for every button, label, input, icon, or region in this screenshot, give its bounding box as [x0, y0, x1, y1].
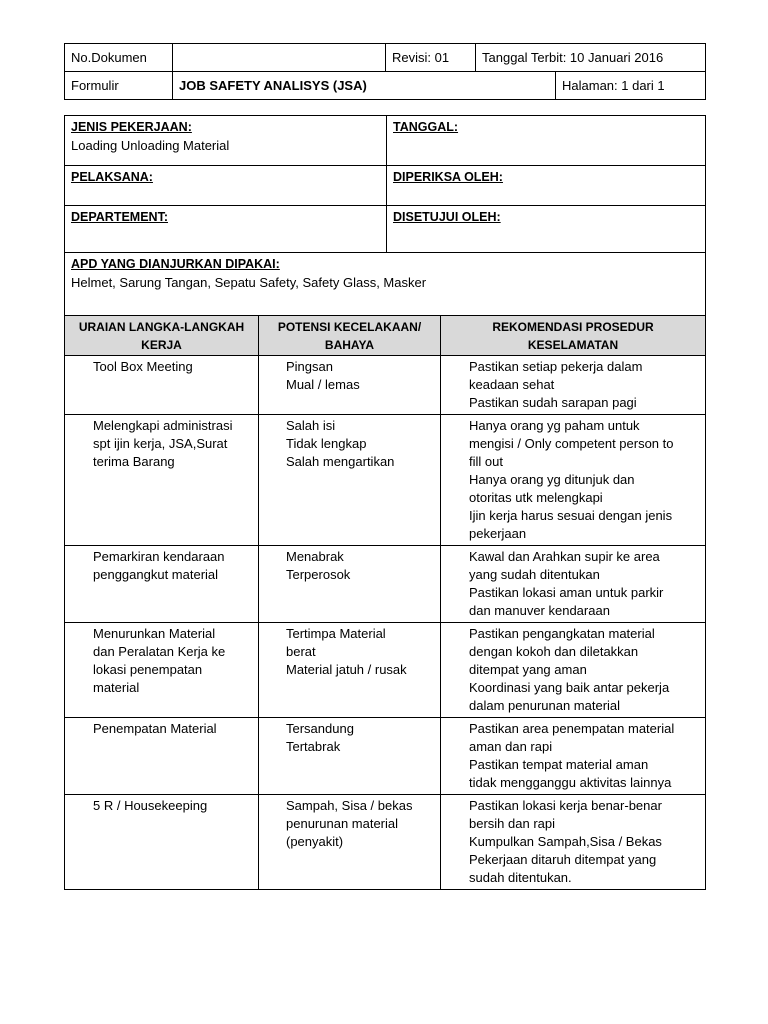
- header-uraian-line: KERJA: [141, 337, 182, 352]
- hazard-cell: [259, 795, 441, 890]
- no-dokumen-label: No.Dokumen: [65, 44, 173, 72]
- recommendation-line: bersih dan rapi: [469, 816, 555, 831]
- departement-cell: [65, 206, 387, 253]
- recommendation-line: dan manuver kendaraan: [469, 603, 610, 618]
- hazard-line: Mual / lemas: [286, 377, 360, 392]
- step-line: spt ijin kerja, JSA,Surat: [93, 436, 228, 451]
- departement-label: DEPARTEMENT:: [71, 210, 168, 224]
- hazard-line: Menabrak: [286, 549, 344, 564]
- hazard-cell: [259, 415, 441, 546]
- table-row: [65, 415, 706, 546]
- recommendation-cell: [441, 795, 706, 890]
- hazard-line: Sampah, Sisa / bekas: [286, 798, 413, 813]
- recommendation-line: Ijin kerja harus sesuai dengan jenis: [469, 508, 673, 523]
- no-dokumen-value: [173, 44, 386, 72]
- header-rekomendasi-line: KESELAMATAN: [527, 337, 619, 352]
- step-line: lokasi penempatan: [93, 662, 203, 677]
- hazard-line: Salah mengartikan: [286, 454, 395, 469]
- recommendation-line: aman dan rapi: [469, 739, 553, 754]
- recommendation-line: tidak mengganggu aktivitas lainnya: [469, 775, 672, 790]
- recommendation-cell: [441, 356, 706, 415]
- table-row: [65, 795, 706, 890]
- recommendation-cell: [441, 415, 706, 546]
- step-cell: [65, 795, 259, 890]
- step-line: dan Peralatan Kerja ke: [93, 644, 226, 659]
- apd-value: Helmet, Sarung Tangan, Sepatu Safety, Safety Glass, Masker: [71, 275, 427, 290]
- jenis-pekerjaan-label: JENIS PEKERJAAN:: [71, 120, 192, 134]
- hazard-line: Salah isi: [286, 418, 336, 433]
- header-uraian-line: URAIAN LANGKA-LANGKAH: [78, 319, 245, 334]
- step-line: material: [93, 680, 140, 695]
- step-line: terima Barang: [93, 454, 175, 469]
- recommendation-line: otoritas utk melengkapi: [469, 490, 603, 505]
- apd-cell: [65, 253, 706, 317]
- diperiksa-label: DIPERIKSA OLEH:: [393, 170, 503, 184]
- recommendation-cell: [441, 623, 706, 718]
- step-line: penggangkut material: [93, 567, 219, 582]
- disetujui-cell: [387, 206, 706, 253]
- job-info-table: [64, 115, 706, 317]
- header-rekomendasi-line: REKOMENDASI PROSEDUR: [492, 319, 654, 334]
- diperiksa-cell: [387, 166, 706, 206]
- disetujui-label: DISETUJUI OLEH:: [393, 210, 501, 224]
- recommendation-line: Pastikan setiap pekerja dalam: [469, 359, 643, 374]
- header-potensi: [259, 316, 441, 356]
- jenis-pekerjaan-cell: [65, 116, 387, 166]
- hazard-cell: [259, 546, 441, 623]
- step-cell: [65, 623, 259, 718]
- recommendation-line: dengan kokoh dan diletakkan: [469, 644, 639, 659]
- jsa-steps-table: [64, 315, 706, 890]
- hazard-line: Tersandung: [286, 721, 354, 736]
- pelaksana-cell: [65, 166, 387, 206]
- step-cell: [65, 415, 259, 546]
- hazard-line: berat: [286, 644, 316, 659]
- revisi-cell: Revisi: 01: [386, 44, 476, 72]
- hazard-line: Material jatuh / rusak: [286, 662, 407, 677]
- recommendation-line: Hanya orang yg paham untuk: [469, 418, 640, 433]
- header-potensi-line: BAHAYA: [324, 337, 375, 352]
- recommendation-line: Koordinasi yang baik antar pekerja: [469, 680, 670, 695]
- hazard-line: Pingsan: [286, 359, 333, 374]
- step-line: Tool Box Meeting: [93, 359, 193, 374]
- recommendation-line: Pastikan sudah sarapan pagi: [469, 395, 637, 410]
- recommendation-line: pekerjaan: [469, 526, 527, 541]
- hazard-cell: [259, 356, 441, 415]
- jenis-pekerjaan-value: Loading Unloading Material: [71, 138, 230, 153]
- step-cell: [65, 718, 259, 795]
- document-header-table: [64, 43, 706, 100]
- hazard-line: (penyakit): [286, 834, 344, 849]
- tanggal-terbit-cell: Tanggal Terbit: 10 Januari 2016: [476, 44, 706, 72]
- recommendation-line: dalam penurunan material: [469, 698, 621, 713]
- formulir-label: Formulir: [65, 72, 173, 100]
- step-line: Melengkapi administrasi: [93, 418, 233, 433]
- table-row: [65, 718, 706, 795]
- recommendation-line: ditempat yang aman: [469, 662, 587, 677]
- hazard-line: Tertimpa Material: [286, 626, 386, 641]
- hazard-line: Tidak lengkap: [286, 436, 367, 451]
- table-row: [65, 623, 706, 718]
- header-uraian: [65, 316, 259, 356]
- header-potensi-line: POTENSI KECELAKAAN/: [277, 319, 422, 334]
- table-row: [65, 356, 706, 415]
- recommendation-line: Kawal dan Arahkan supir ke area: [469, 549, 660, 564]
- recommendation-line: fill out: [469, 454, 503, 469]
- recommendation-line: Pekerjaan ditaruh ditempat yang: [469, 852, 657, 867]
- recommendation-line: yang sudah ditentukan: [469, 567, 600, 582]
- recommendation-cell: [441, 546, 706, 623]
- table-row: [65, 546, 706, 623]
- tanggal-cell: [387, 116, 706, 166]
- recommendation-line: Hanya orang yg ditunjuk dan: [469, 472, 635, 487]
- recommendation-line: Kumpulkan Sampah,Sisa / Bekas: [469, 834, 662, 849]
- hazard-line: Tertabrak: [286, 739, 341, 754]
- hazard-line: penurunan material: [286, 816, 399, 831]
- hazard-line: Terperosok: [286, 567, 351, 582]
- recommendation-line: sudah ditentukan.: [469, 870, 572, 885]
- step-line: 5 R / Housekeeping: [93, 798, 208, 813]
- recommendation-line: Pastikan area penempatan material: [469, 721, 675, 736]
- recommendation-line: Pastikan lokasi kerja benar-benar: [469, 798, 662, 813]
- recommendation-cell: [441, 718, 706, 795]
- halaman-cell: Halaman: 1 dari 1: [556, 72, 706, 100]
- step-line: Penempatan Material: [93, 721, 217, 736]
- recommendation-line: Pastikan tempat material aman: [469, 757, 649, 772]
- step-line: Menurunkan Material: [93, 626, 216, 641]
- pelaksana-label: PELAKSANA:: [71, 170, 153, 184]
- tanggal-label: TANGGAL:: [393, 120, 459, 134]
- header-rekomendasi: [441, 316, 706, 356]
- recommendation-line: mengisi / Only competent person to: [469, 436, 674, 451]
- step-cell: [65, 356, 259, 415]
- step-line: Pemarkiran kendaraan: [93, 549, 225, 564]
- recommendation-line: Pastikan lokasi aman untuk parkir: [469, 585, 664, 600]
- formulir-title: JOB SAFETY ANALISYS (JSA): [173, 72, 556, 100]
- hazard-cell: [259, 718, 441, 795]
- jsa-steps-body: [65, 356, 706, 890]
- apd-label: APD YANG DIANJURKAN DIPAKAI:: [71, 257, 280, 271]
- recommendation-line: keadaan sehat: [469, 377, 555, 392]
- hazard-cell: [259, 623, 441, 718]
- recommendation-line: Pastikan pengangkatan material: [469, 626, 655, 641]
- step-cell: [65, 546, 259, 623]
